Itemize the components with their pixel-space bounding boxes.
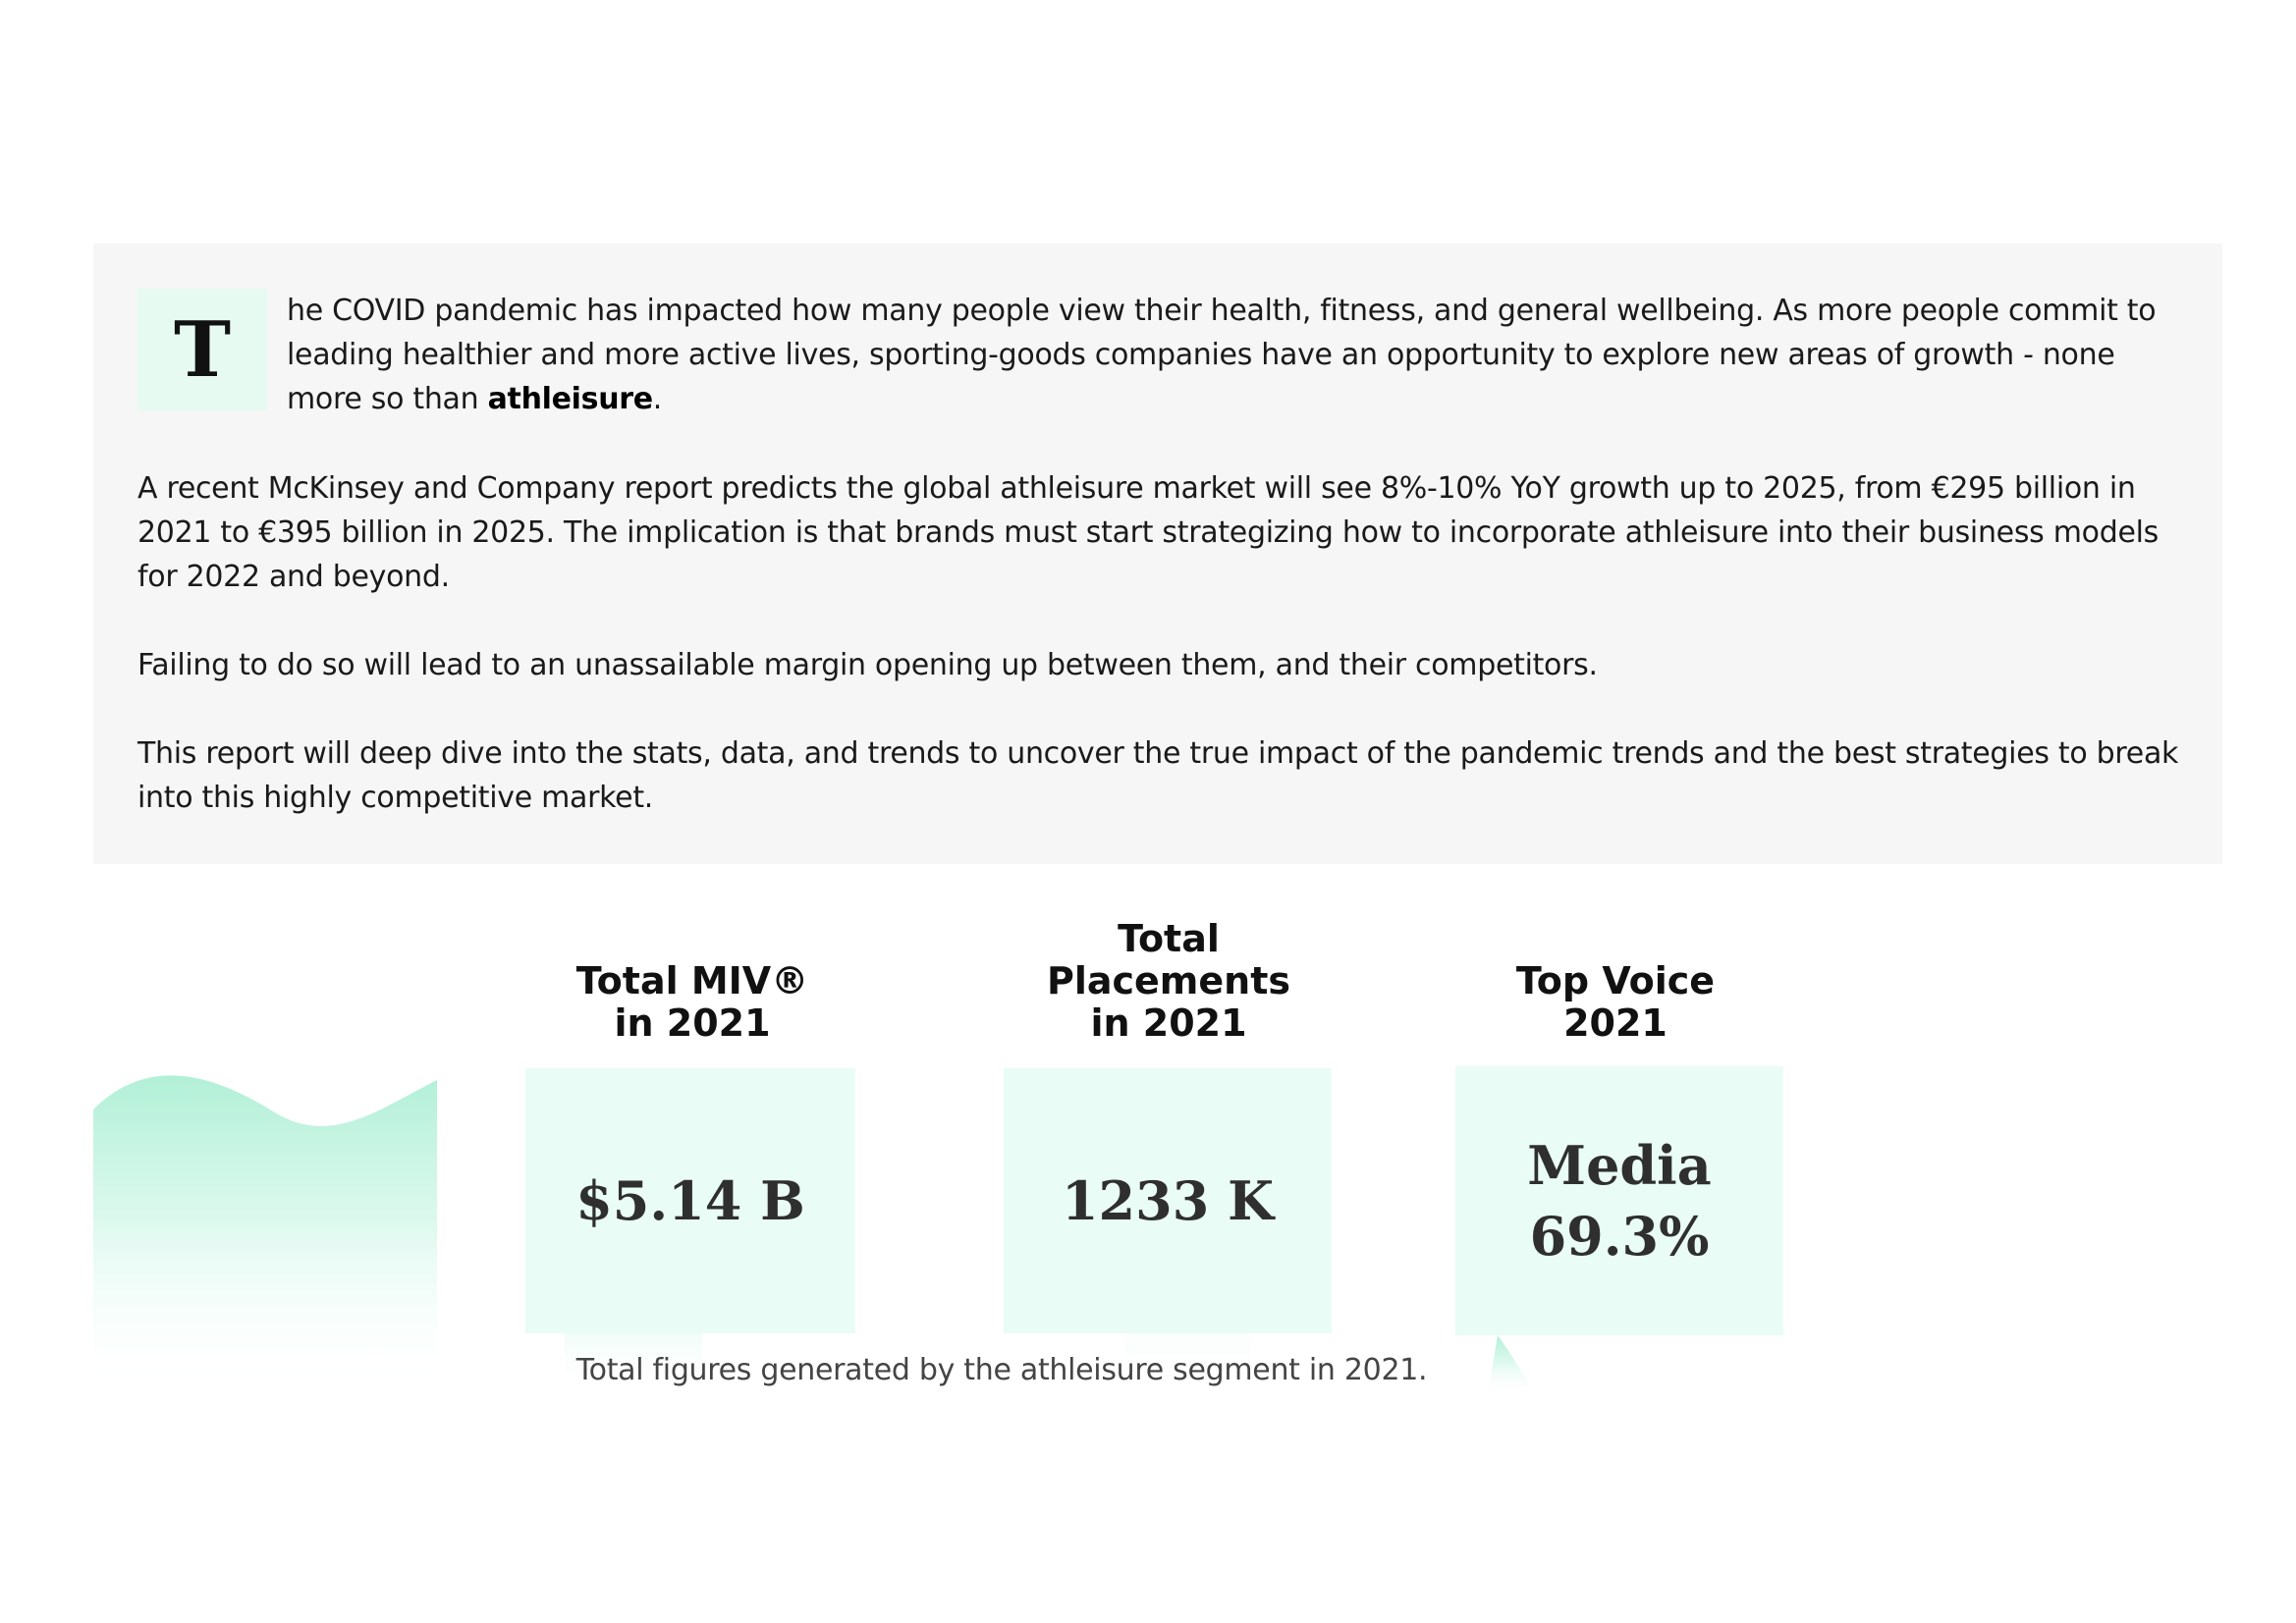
stat-card-total-miv: [525, 1068, 855, 1333]
intro-paragraph-3: Failing to do so will lead to an unassailable margin opening up between them, and their competitors.: [137, 648, 1598, 682]
stat-header-line: Total: [1118, 917, 1220, 960]
intro-paragraph-1-end: .: [652, 382, 663, 416]
intro-paragraph-1-text: he COVID pandemic has impacted how many people view their health, fitness, and general wellbeing. As more people commit to leading healthier and more active lives, sporting-goods companies have an opportunity to explore new areas of growth - none more so than: [287, 294, 2157, 416]
intro-paragraph-4: This report will deep dive into the stats, data, and trends to uncover the true impact of the pandemic trends and the best strategies to break into this highly competitive market.: [137, 736, 2179, 815]
drop-cap: T: [137, 289, 267, 410]
stat-header-line: Placements: [1046, 959, 1291, 1002]
stat-card-top-voice: [1455, 1066, 1783, 1335]
stats-caption: Total figures generated by the athleisure segment in 2021.: [575, 1353, 1428, 1387]
intro-section: [93, 243, 2222, 864]
stat-value: $5.14 B: [575, 1169, 805, 1232]
stat-value-secondary: 69.3%: [1529, 1205, 1710, 1268]
stat-value: 1233 K: [1061, 1169, 1275, 1232]
stats-section: [93, 884, 1792, 1394]
wave-shape: [93, 1075, 437, 1394]
stat-header-line: 2021: [1563, 1001, 1667, 1045]
intro-paragraph-2: A recent McKinsey and Company report predicts the global athleisure market will see 8%-10% YoY growth up to 2025, from €295 billion in 2021 to €395 billion in 2025. The implication is that brands must start strategizing how to incorporate athleisure into their business models for 2022 and beyond.: [137, 471, 2159, 594]
stat-header-total-placements: [1016, 918, 1321, 1045]
stat-header-total-miv: [535, 960, 849, 1045]
stat-header-top-voice: [1463, 960, 1768, 1045]
stat-value: Media: [1527, 1134, 1712, 1197]
intro-paragraph-1: [287, 289, 2192, 421]
stat-header-line: in 2021: [614, 1001, 771, 1045]
stat-header-line: Total MIV®: [575, 959, 809, 1002]
stat-card-total-placements: [1004, 1068, 1332, 1333]
intro-keyword-athleisure: athleisure: [487, 382, 653, 416]
stat-header-line: Top Voice: [1515, 959, 1716, 1002]
stat-header-line: in 2021: [1090, 1001, 1247, 1045]
